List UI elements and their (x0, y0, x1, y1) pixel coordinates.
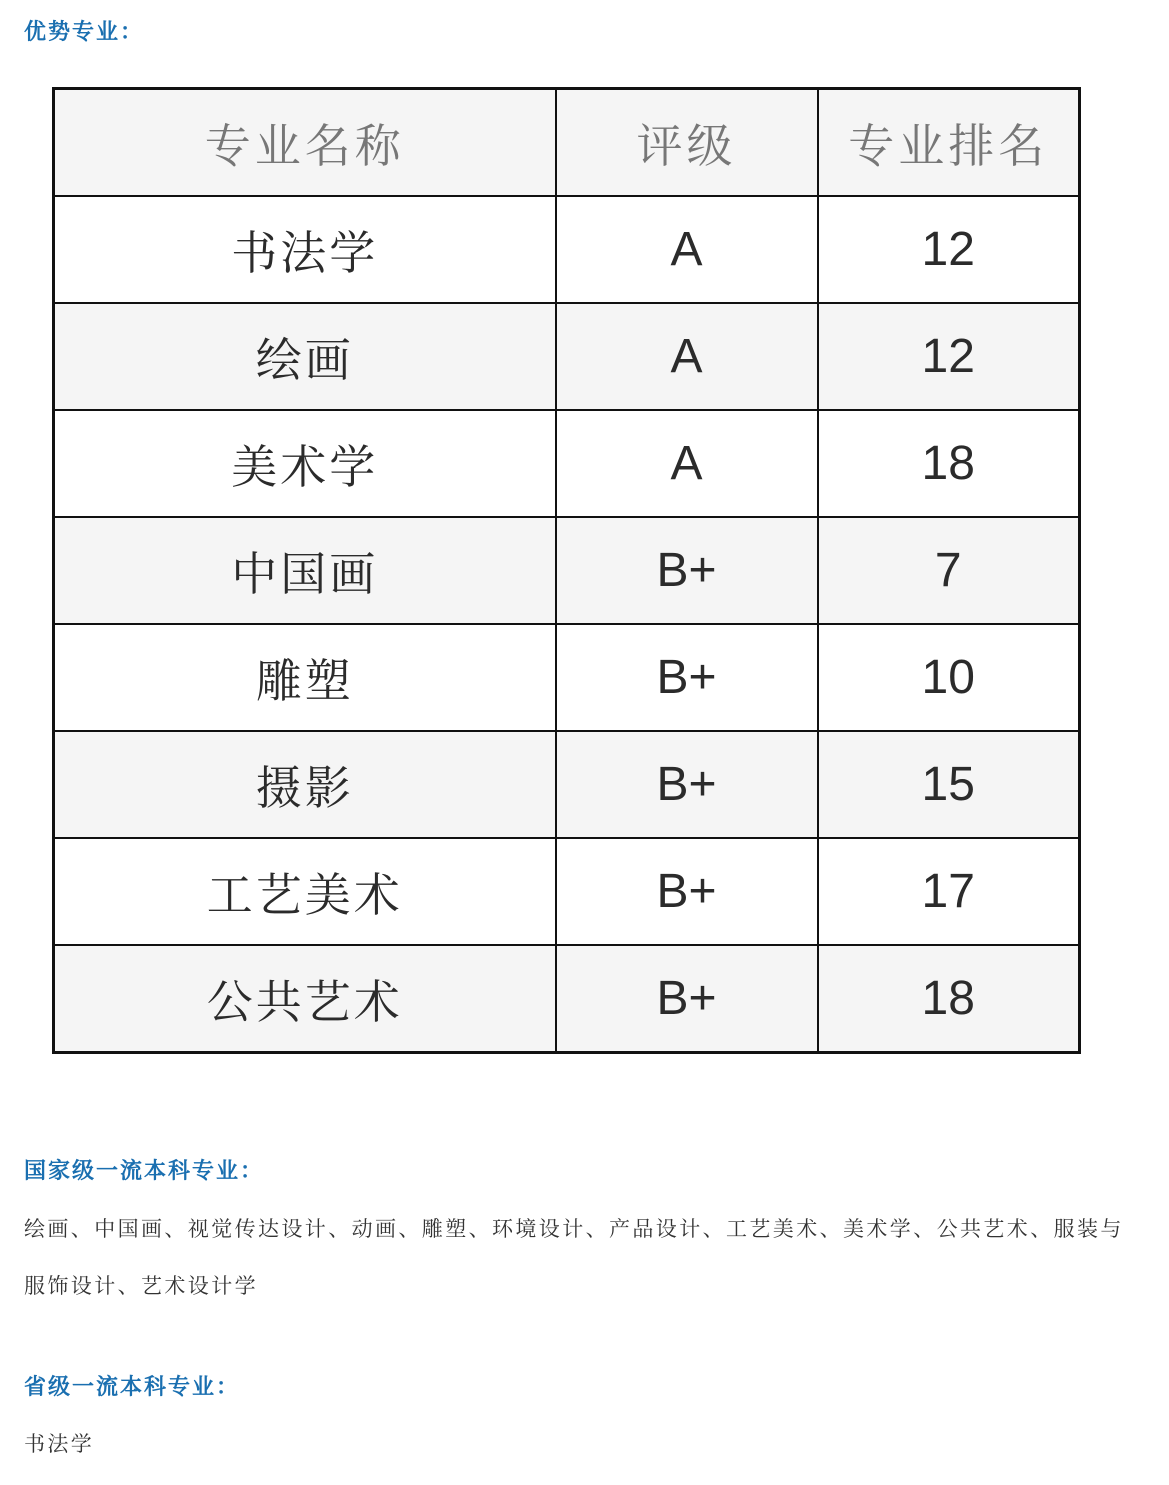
major-name-cell: 美术学 (54, 410, 556, 517)
header-grade: 评级 (556, 89, 818, 197)
table-row (54, 196, 1080, 303)
grade-cell: B+ (556, 838, 818, 945)
provincial-first-class-majors-list: 书法学 (24, 1432, 95, 1456)
major-name-cell: 中国画 (54, 517, 556, 624)
header-rank: 专业排名 (818, 89, 1080, 197)
grade-cell: A (556, 410, 818, 517)
grade-cell: B+ (556, 624, 818, 731)
national-first-class-majors-heading: 国家级一流本科专业： (24, 1159, 265, 1184)
table-row (54, 838, 1080, 945)
table-row (54, 731, 1080, 838)
major-name-cell: 书法学 (54, 196, 556, 303)
table-row (54, 517, 1080, 624)
major-name-cell: 摄影 (54, 731, 556, 838)
table-header-row (54, 89, 1080, 197)
rank-cell: 10 (818, 624, 1080, 731)
grade-cell: A (556, 196, 818, 303)
rank-cell: 18 (818, 945, 1080, 1053)
grade-cell: B+ (556, 517, 818, 624)
rank-cell: 7 (818, 517, 1080, 624)
grade-cell: A (556, 303, 818, 410)
advantage-majors-heading: 优势专业： (24, 20, 145, 45)
national-first-class-majors-list: 绘画、中国画、视觉传达设计、动画、雕塑、环境设计、产品设计、工艺美术、美术学、公共艺术、服装与服饰设计、艺术设计学 (24, 1217, 1124, 1298)
major-name-cell: 雕塑 (54, 624, 556, 731)
major-name-cell: 公共艺术 (54, 945, 556, 1053)
grade-cell: B+ (556, 731, 818, 838)
major-name-cell: 工艺美术 (54, 838, 556, 945)
rank-cell: 12 (818, 196, 1080, 303)
rank-cell: 18 (818, 410, 1080, 517)
rank-cell: 12 (818, 303, 1080, 410)
table-row (54, 303, 1080, 410)
header-major-name: 专业名称 (54, 89, 556, 197)
table-row (54, 945, 1080, 1053)
table-row (54, 410, 1080, 517)
major-name-cell: 绘画 (54, 303, 556, 410)
rank-cell: 17 (818, 838, 1080, 945)
provincial-first-class-majors-heading: 省级一流本科专业： (24, 1375, 241, 1400)
rank-cell: 15 (818, 731, 1080, 838)
majors-table (52, 87, 1081, 1054)
grade-cell: B+ (556, 945, 818, 1053)
table-row (54, 624, 1080, 731)
